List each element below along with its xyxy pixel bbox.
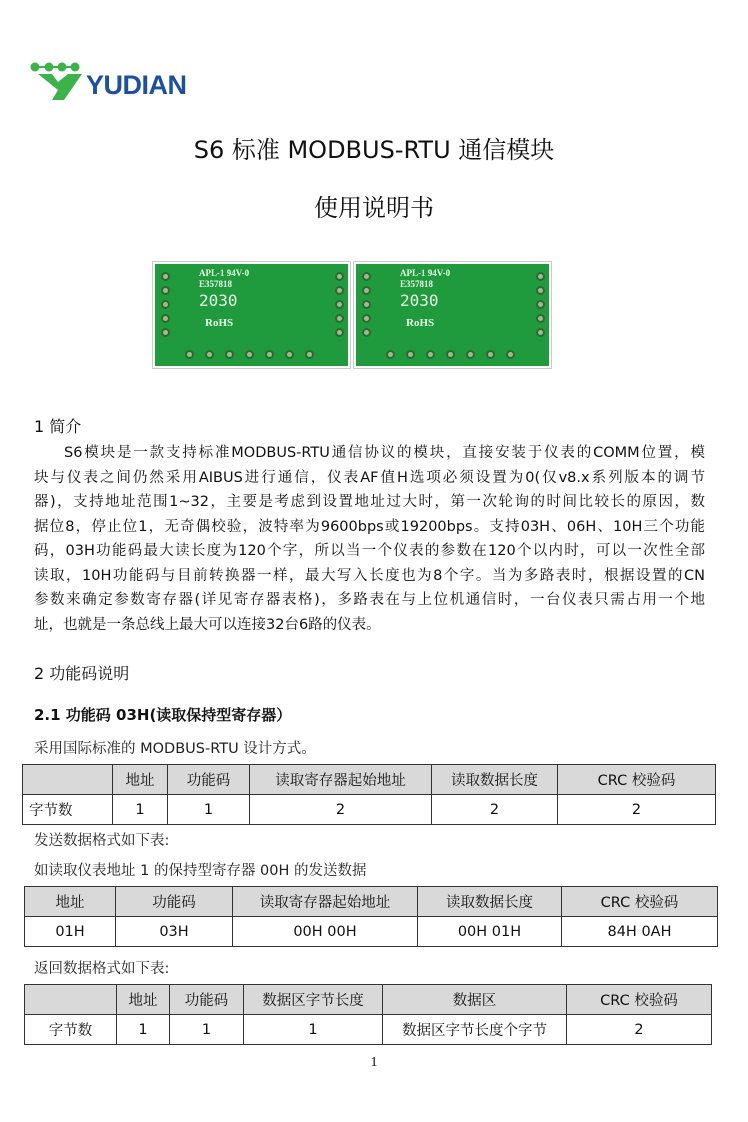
table-cell: 读取寄存器起始地址 <box>233 887 418 917</box>
table-cell <box>23 765 113 795</box>
table-cell: 数据区字节长度 <box>244 985 383 1015</box>
table-cell: 01H <box>25 917 116 947</box>
table-cell: 1 <box>244 1015 383 1045</box>
table-cell: 数据区字节长度个字节 <box>383 1015 567 1045</box>
table-cell: 功能码 <box>168 765 250 795</box>
yudian-logo <box>30 58 187 104</box>
document-subtitle: 使用说明书 <box>314 194 434 222</box>
table-cell: 2 <box>567 1015 712 1045</box>
table-cell: 字节数 <box>25 1015 117 1045</box>
table-cell: 读取数据长度 <box>418 887 562 917</box>
subsection-heading-03h: 2.1 功能码 03H(读取保持型寄存器） <box>34 706 292 724</box>
section-heading-function-codes: 2 功能码说明 <box>34 664 130 683</box>
table-cell: CRC 校验码 <box>558 765 716 795</box>
table-cell: 数据区 <box>383 985 567 1015</box>
table-cell: 1 <box>170 1015 244 1045</box>
table-cell: CRC 校验码 <box>567 985 712 1015</box>
return-format-label: 返回数据格式如下表: <box>34 961 170 977</box>
table-cell <box>25 985 117 1015</box>
table-cell: 1 <box>117 1015 170 1045</box>
table-cell: CRC 校验码 <box>562 887 718 917</box>
table-cell: 地址 <box>117 985 170 1015</box>
table-cell: 地址 <box>25 887 116 917</box>
table-cell: 00H 01H <box>418 917 562 947</box>
module-photo: APL-1 94V-0 E357818 2030 RoHS <box>354 262 551 368</box>
logo-text: YUDIAN <box>86 70 187 100</box>
table-cell: 1 <box>168 795 250 825</box>
module-photo: APL-1 94V-0 E357818 2030 RoHS <box>153 262 350 368</box>
table-cell: 读取数据长度 <box>432 765 558 795</box>
table-cell: 功能码 <box>116 887 233 917</box>
table-cell: 03H <box>116 917 233 947</box>
page-number: 1 <box>370 1055 378 1070</box>
intro-text: 采用国际标准的 MODBUS-RTU 设计方式。 <box>34 741 316 757</box>
section-heading-intro: 1 简介 <box>34 417 82 436</box>
table-cell: 1 <box>113 795 168 825</box>
frame-format-table <box>22 764 716 825</box>
table-cell: 2 <box>250 795 432 825</box>
return-format-table <box>24 984 712 1045</box>
table-cell: 2 <box>432 795 558 825</box>
table-cell: 00H 00H <box>233 917 418 947</box>
table-cell: 2 <box>558 795 716 825</box>
send-example-table <box>24 886 718 947</box>
document-title: S6 标准 MODBUS-RTU 通信模块 <box>193 136 555 164</box>
example-label: 如读取仪表地址 1 的保持型寄存器 00H 的发送数据 <box>34 863 367 879</box>
logo-mark-icon <box>30 58 90 104</box>
table-cell: 功能码 <box>170 985 244 1015</box>
table-cell: 读取寄存器起始地址 <box>250 765 432 795</box>
table-cell: 地址 <box>113 765 168 795</box>
send-format-label: 发送数据格式如下表: <box>34 833 170 849</box>
table-cell: 字节数 <box>23 795 113 825</box>
intro-paragraph: S6模块是一款支持标准MODBUS-RTU通信协议的模块，直接安装于仪表的COMM位置，模 块与仪表之间仍然采用AIBUS进行通信，仪表AF值H选项必须设置为0(仅v8.x系列版本的调节 器)，支持地址范围1~32，主要是考虑到设置地址过大时，第一次轮询的时间比较长的原因，数 据位8，停止位1，无奇偶校验，波特率为9600bps或19200bps。支持03H、06H、10H三个功能 码，03H功能码最大读长度为120个字，所以当一个仪表的参数在120个以内时，可以一次性全部 读取，10H功能码与目前转换器一样，最大写入长度也为8个字。当为多路表时，根据设置的CN 参数来确定参数寄存器(详见寄存器表格)，多路表在与上位机通信时，一台仪表只需占用一个地 址，也就是一条总线上最大可以连接32台6路的仪表。 <box>34 445 705 633</box>
table-cell: 84H 0AH <box>562 917 718 947</box>
